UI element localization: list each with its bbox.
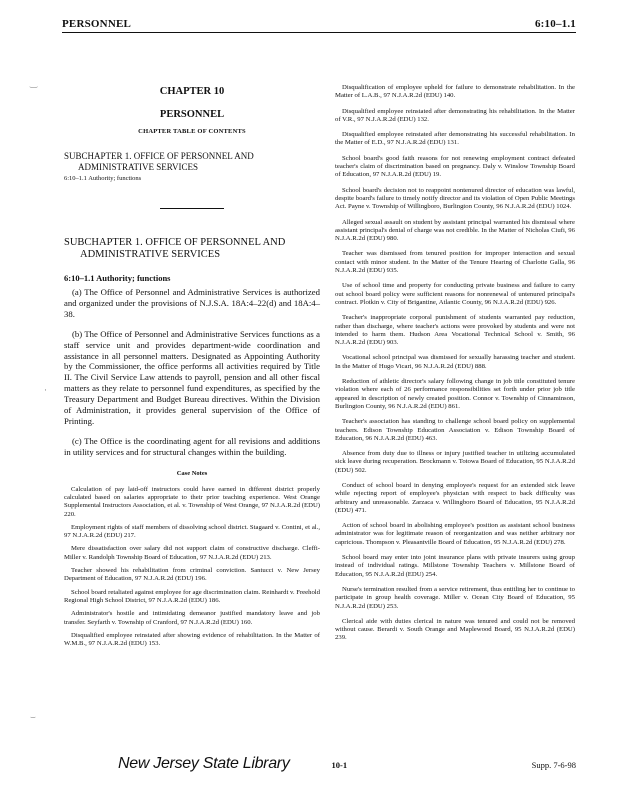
running-header <box>62 18 576 33</box>
header-left: PERSONNEL <box>62 18 132 30</box>
margin-mark: · <box>44 385 47 395</box>
case-note: Conduct of school board in denying employee's request for an extended sick leave while rejecting report of employee's physician with respect to back difficulty was arbitrary and unreasonable. Zarzaca v. Willingboro Board of Education, 95 N.J.A.R.2d (EDU) 471. <box>335 481 575 514</box>
case-note: School board retaliated against employee for age discrimination claim. Reinhardt v. Freehold Regional High School District, 97 N.J.A.R.2d (EDU) 186. <box>64 588 320 604</box>
section-heading: 6:10–1.1 Authority; functions <box>64 273 171 283</box>
case-note: School board may enter into joint insurance plans with private insurers using group instead of individual ratings. Millstone Township Teachers v. Millstone Board of Education, 95 N.J.A.R.2d (EDU) 254. <box>335 554 575 578</box>
toc-subchapter <box>64 151 320 173</box>
case-note: Nurse's termination resulted from a service retirement, thus entitling her to continue to participate in group health coverage. Miller v. Ocean City Board of Education, 95 N.J.A.R.2d (EDU) 253. <box>335 585 575 610</box>
case-note: Disqualification of employee upheld for failure to demonstrate rehabilitation. In the Matter of L.A.B., 97 N.J.A.R.2d (EDU) 140. <box>335 84 575 100</box>
case-note: Administrator's hostile and intimidating demeanor justified mandatory leave and job transfer. Seyfarth v. Township of Cranford, 97 N.J.A.R.2d (EDU) 160. <box>64 610 320 626</box>
case-note: Mere dissatisfaction over salary did not support claim of constructive discharge. Cleffi-Miller v. Randolph Township Board of Education, 97 N.J.A.R.2d (EDU) 213. <box>64 545 320 561</box>
case-note: Use of school time and property for conducting private business and failure to carry out school board policy were sufficient reasons for nonrenewal of untenured principal's contract. Plotkin v. City of Brigantine, Atlantic County, 96 N.J.A.R.2d (EDU) 926. <box>335 282 575 306</box>
library-watermark: New Jersey State Library <box>118 755 290 772</box>
case-note: Absence from duty due to illness or injury justified teacher in utilizing accumulated sick leave during recuperation. Brockmann v. Totowa Board of Education, 95 N.J.A.R.2d (EDU) 502. <box>335 450 575 474</box>
case-note: Action of school board in abolishing employee's position as assistant school business administrator was for legitimate reason of reorganization and was neither arbitrary nor capricious. Thompson v. Pleasantville Board of Education, 95 N.J.A.R.2d (EDU) 278. <box>335 522 575 546</box>
case-note: Reduction of athletic director's salary following change in job title constituted tenure violation where each of 26 performance responsibilities set forth under prior job title appeared in description of newly created position. Connor v. Township of Cinnaminson, Burlington County, 96 N.J.A.R.2d (EDU) 861. <box>335 378 575 410</box>
case-note: Clerical aide with duties clerical in nature was tenured and could not be removed without cause. Berardi v. South Orange and Maplewood Board, 95 N.J.A.R.2d (EDU) 239. <box>335 617 575 642</box>
page-number: 10-1 <box>331 760 348 770</box>
section-paragraph: (b) The Office of Personnel and Administrative Services functions as a staff service unit and provides department-wide coordination and assistance in all personnel matters. Designated as Appointing Authority by the Commissioner, the office performs all activities required by Title II. The Civil Service Law attends to payroll, pension and all other fiscal matters as they relate to personnel fund expenditures, as specified by the Treasury Department and Budget Bureau directives. Within the Division of Administration, it provides general supervision of the Office of Printing. <box>64 328 320 426</box>
toc-subchapter-line2: ADMINISTRATIVE SERVICES <box>78 162 199 172</box>
section-paragraph: (a) The Office of Personnel and Administrative Services is authorized and organized under the provisions of N.J.S.A. 18A:4–22(d) and 18A:4–38. <box>64 287 320 319</box>
chapter-number: CHAPTER 10 <box>159 86 225 97</box>
margin-mark: ‿ <box>30 78 38 88</box>
case-note: School board's good faith reasons for not renewing employment contract defeated teacher's claim of discrimination based on pregnancy. Daly v. Winslow Township Board of Education, 97 N.J.A.R.2d (EDU) 19. <box>335 154 575 179</box>
right-column <box>335 84 575 650</box>
margin-mark: ⌣ <box>30 712 36 722</box>
case-note: Teacher's association has standing to challenge school board policy on supplemental teachers. Edison Township Education Association v. Edison Township Board of Education, 96 N.J.A.R.2d (EDU) 463. <box>335 418 575 442</box>
case-note: Calculation of pay laid-off instructors could have earned in different district properly calculated based on salaries appropriate to their prior teaching experience. West Orange Supplemental Instructors Association, et al. v. Township of West Orange, 97 N.J.A.R.2d (EDU) 220. <box>64 485 320 518</box>
case-note: School board's decision not to reappoint nontenured director of education was lawful, despite board's failure to timely notify director and its violation of Open Public Meetings Act. Payne v. Township of Willingboro, Burlington County, 96 N.J.A.R.2d (EDU) 1024. <box>335 186 575 211</box>
section-paragraph: (c) The Office is the coordinating agent for all revisions and additions in utility services and for structural changes within the building. <box>64 435 320 457</box>
case-note: Disqualified employee reinstated after showing evidence of rehabilitation. In the Matter of W.M.B., 97 N.J.A.R.2d (EDU) 153. <box>64 631 320 648</box>
divider <box>160 208 224 209</box>
case-note: Employment rights of staff members of dissolving school district. Stagaard v. Contini, et al., 97 N.J.A.R.2d (EDU) 217. <box>64 523 320 540</box>
case-note: Disqualified employee reinstated after demonstrating his successful rehabilitation. In the Matter of E.D., 97 N.J.A.R.2d (EDU) 131. <box>335 131 575 147</box>
subchapter-line1: SUBCHAPTER 1. OFFICE OF PERSONNEL AND <box>64 237 286 248</box>
page-footer <box>118 755 576 773</box>
case-note: Alleged sexual assault on student by assistant principal warranted his dismissal where assistant principal's denial of charge was not credible. In the Matter of Nicholas Ciufi, 96 N.J.A.R.2d (EDU) 980. <box>335 218 575 243</box>
case-note: Teacher showed his rehabilitation from criminal conviction. Santucci v. New Jersey Department of Education, 97 N.J.A.R.2d (EDU) 196. <box>64 567 320 583</box>
case-note: Teacher was dismissed from tenured position for improper interaction and sexual contact with minor student. In the Matter of the Tenure Hearing of Charlotte Galla, 96 N.J.A.R.2d (EDU) 935. <box>335 250 575 275</box>
header-right: 6:10–1.1 <box>534 18 576 30</box>
left-column <box>64 86 320 653</box>
chapter-name: PERSONNEL <box>159 109 225 120</box>
toc-heading: CHAPTER TABLE OF CONTENTS <box>138 128 246 135</box>
subchapter-heading <box>64 237 320 261</box>
supplement-date: Supp. 7-6-98 <box>531 760 576 770</box>
case-notes-heading: Case Notes <box>176 469 208 477</box>
toc-entry: 6:10–1.1 Authority; functions <box>64 175 142 182</box>
case-note: Teacher's inappropriate corporal punishment of students warranted pay reduction, rather than discharge, where teacher's actions were provoked by students and were not intended to harm them. Hudson Area Vocational Technical School v. Smith, 96 N.J.A.R.2d (EDU) 903. <box>335 314 575 347</box>
case-note: Vocational school principal was dismissed for sexually harassing teacher and student. In the Matter of Hugo Vicari, 96 N.J.A.R.2d (EDU) 888. <box>335 354 575 370</box>
toc-subchapter-line1: SUBCHAPTER 1. OFFICE OF PERSONNEL AND <box>64 151 254 161</box>
subchapter-line2: ADMINISTRATIVE SERVICES <box>80 249 221 260</box>
case-note: Disqualified employee reinstated after demonstrating his rehabilitation. In the Matter of V.R., 97 N.J.A.R.2d (EDU) 132. <box>335 107 575 123</box>
